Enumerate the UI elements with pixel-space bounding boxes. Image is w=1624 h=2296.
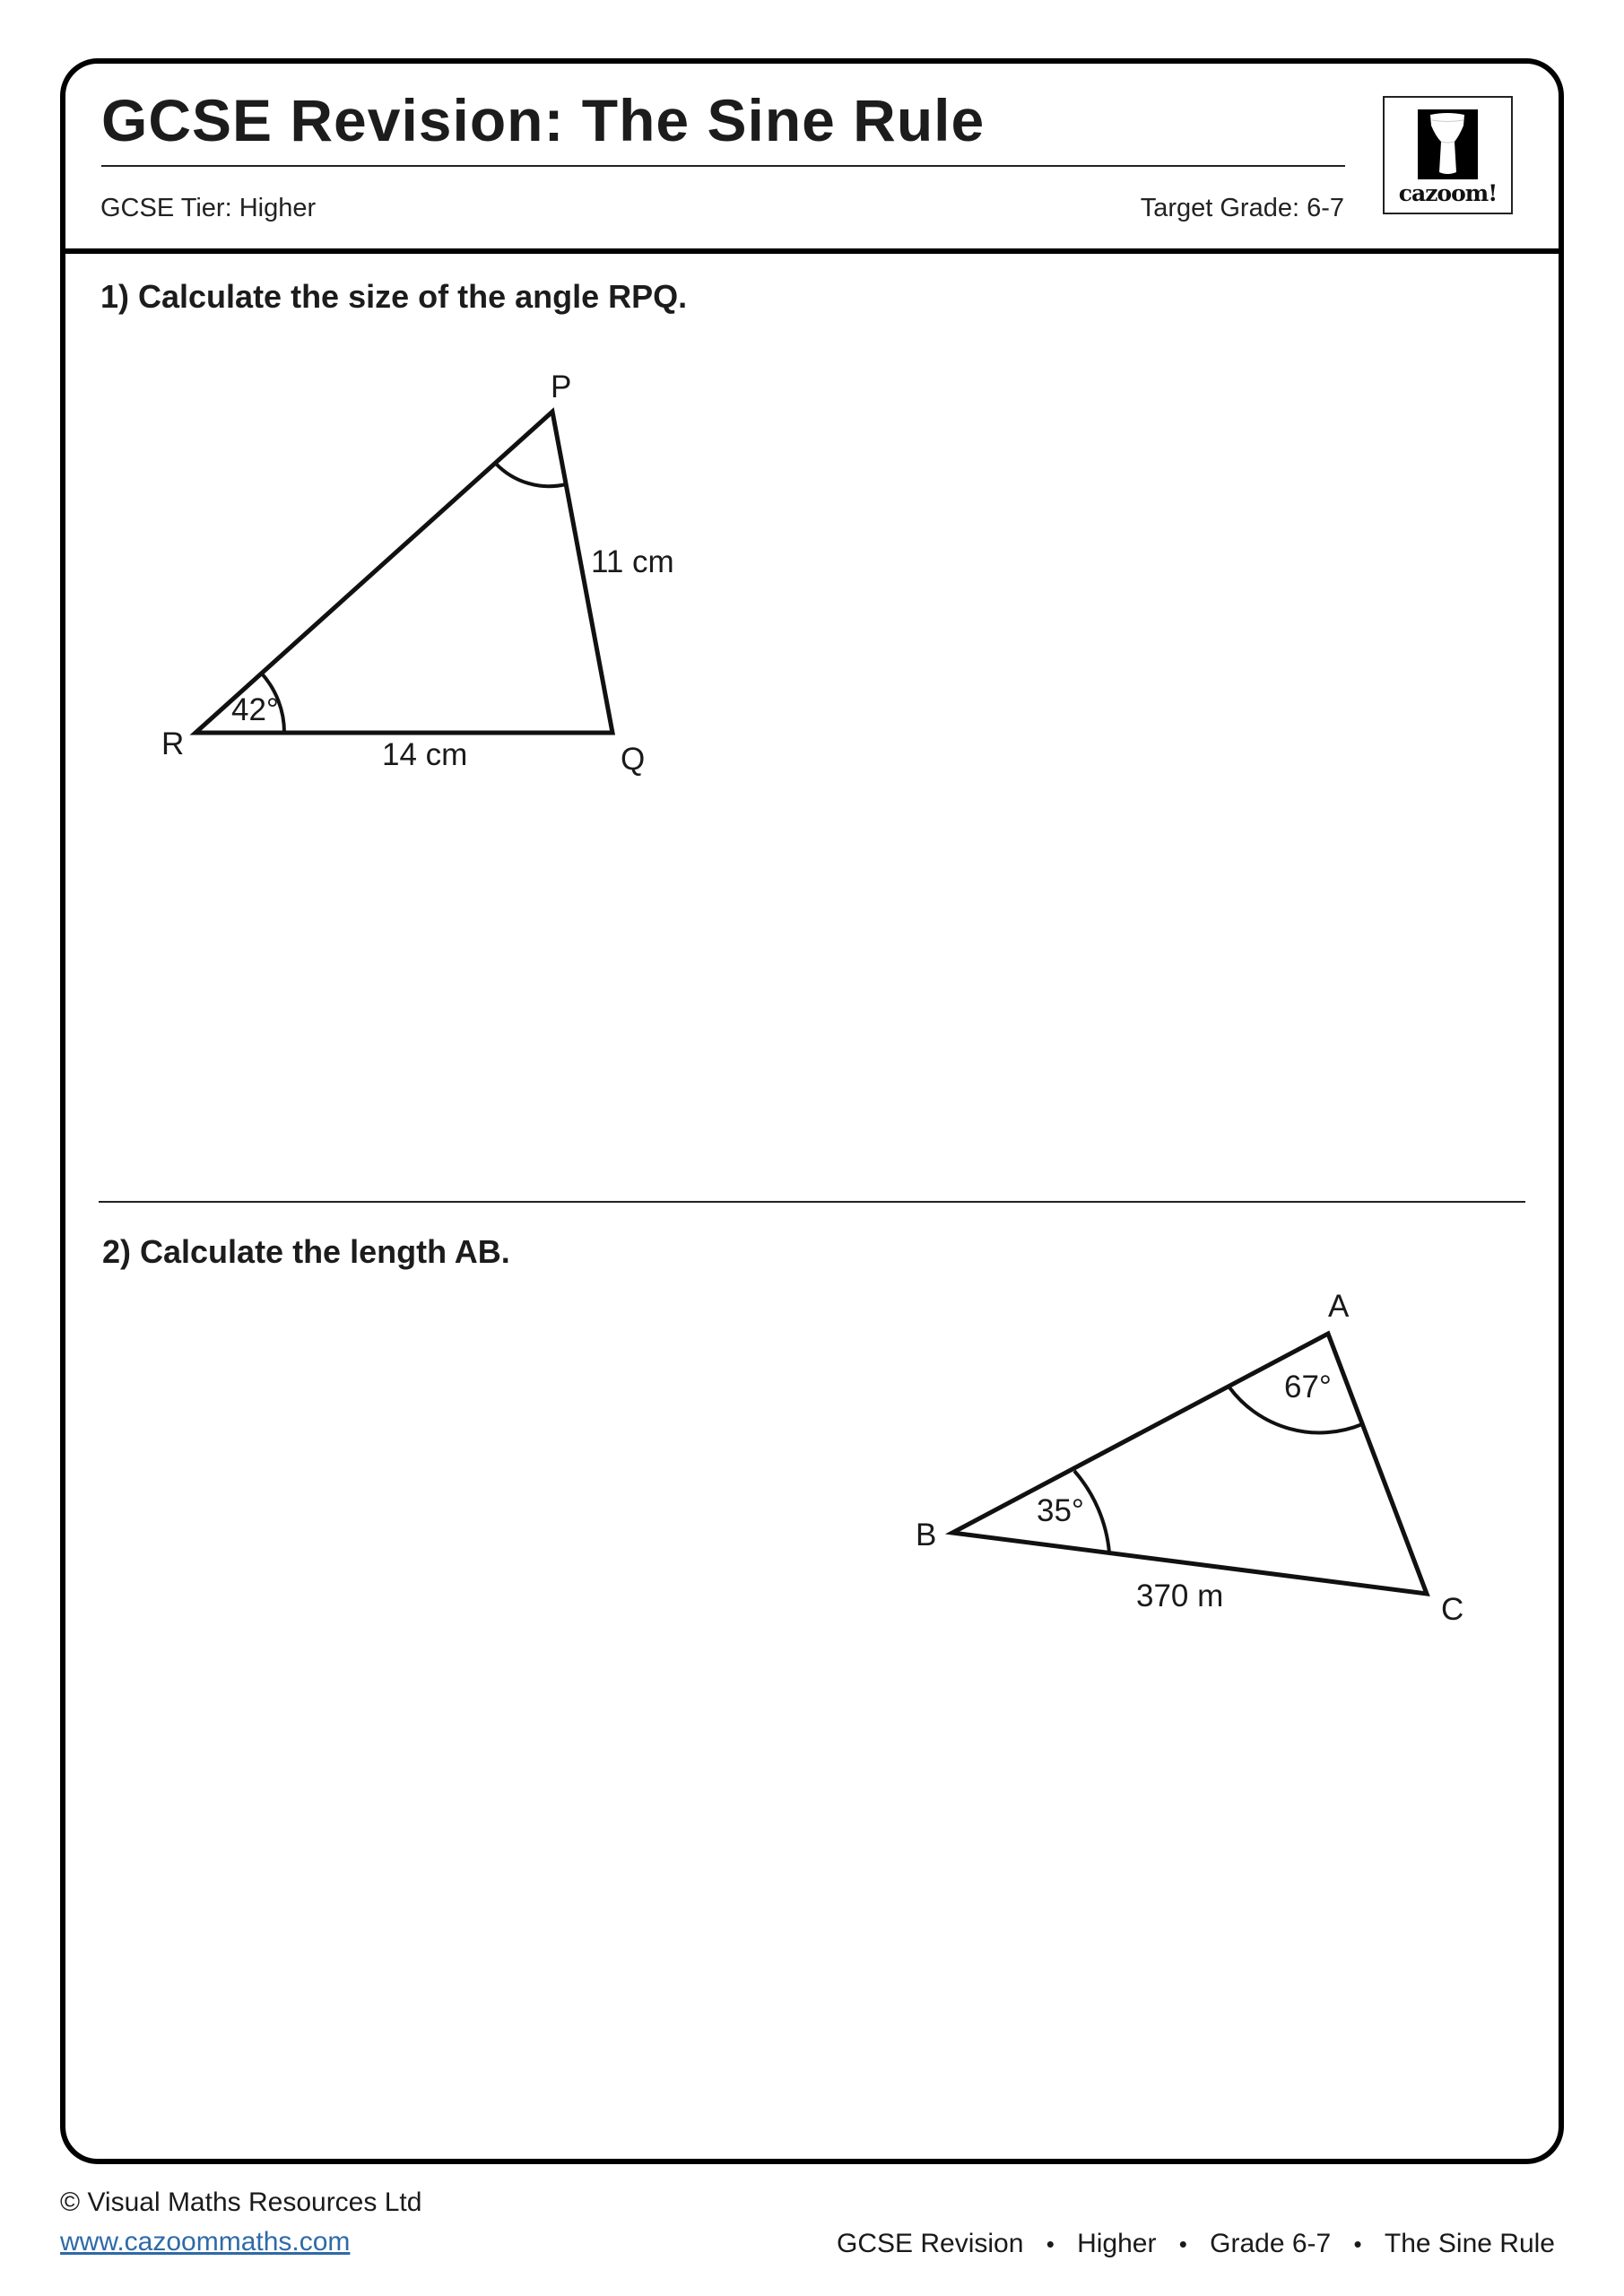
angle-a-label: 67° [1284, 1370, 1332, 1405]
target-grade-label: Target Grade: 6-7 [1140, 194, 1344, 222]
tier-label: GCSE Tier: Higher [100, 194, 317, 222]
vertex-label-p: P [551, 370, 572, 404]
vertex-label-r: R [161, 726, 185, 761]
triangle-pqr [195, 412, 612, 733]
copyright-text: © Visual Maths Resources Ltd [60, 2187, 422, 2217]
vertex-label-c: C [1441, 1592, 1464, 1627]
angle-r-label: 42° [231, 692, 279, 727]
angle-b-label: 35° [1037, 1493, 1084, 1528]
bullet-separator: • [1046, 2231, 1055, 2257]
vertex-label-a: A [1328, 1289, 1350, 1324]
footer-crumb-revision: GCSE Revision [837, 2229, 1024, 2258]
bullet-separator: • [1353, 2231, 1362, 2257]
logo-text: cazoom! [1398, 180, 1498, 206]
footer-crumb-grade: Grade 6-7 [1210, 2229, 1332, 2258]
side-bc-label: 370 m [1136, 1578, 1224, 1613]
footer-crumb-topic: The Sine Rule [1384, 2229, 1555, 2258]
bullet-separator: • [1178, 2231, 1187, 2257]
question-1-text: 1) Calculate the size of the angle RPQ. [100, 278, 688, 315]
website-link[interactable]: www.cazoommaths.com [60, 2227, 351, 2257]
question-divider [99, 1201, 1525, 1203]
page-title: GCSE Revision: The Sine Rule [101, 87, 986, 153]
question-2-text: 2) Calculate the length AB. [102, 1233, 510, 1270]
side-pq-label: 11 cm [591, 544, 674, 579]
side-rq-label: 14 cm [382, 737, 468, 772]
vertex-label-q: Q [621, 742, 646, 777]
footer-breadcrumb [837, 2228, 1555, 2260]
footer-crumb-tier: Higher [1077, 2229, 1157, 2258]
vertex-label-b: B [916, 1518, 937, 1552]
triangle-abc [952, 1334, 1427, 1594]
